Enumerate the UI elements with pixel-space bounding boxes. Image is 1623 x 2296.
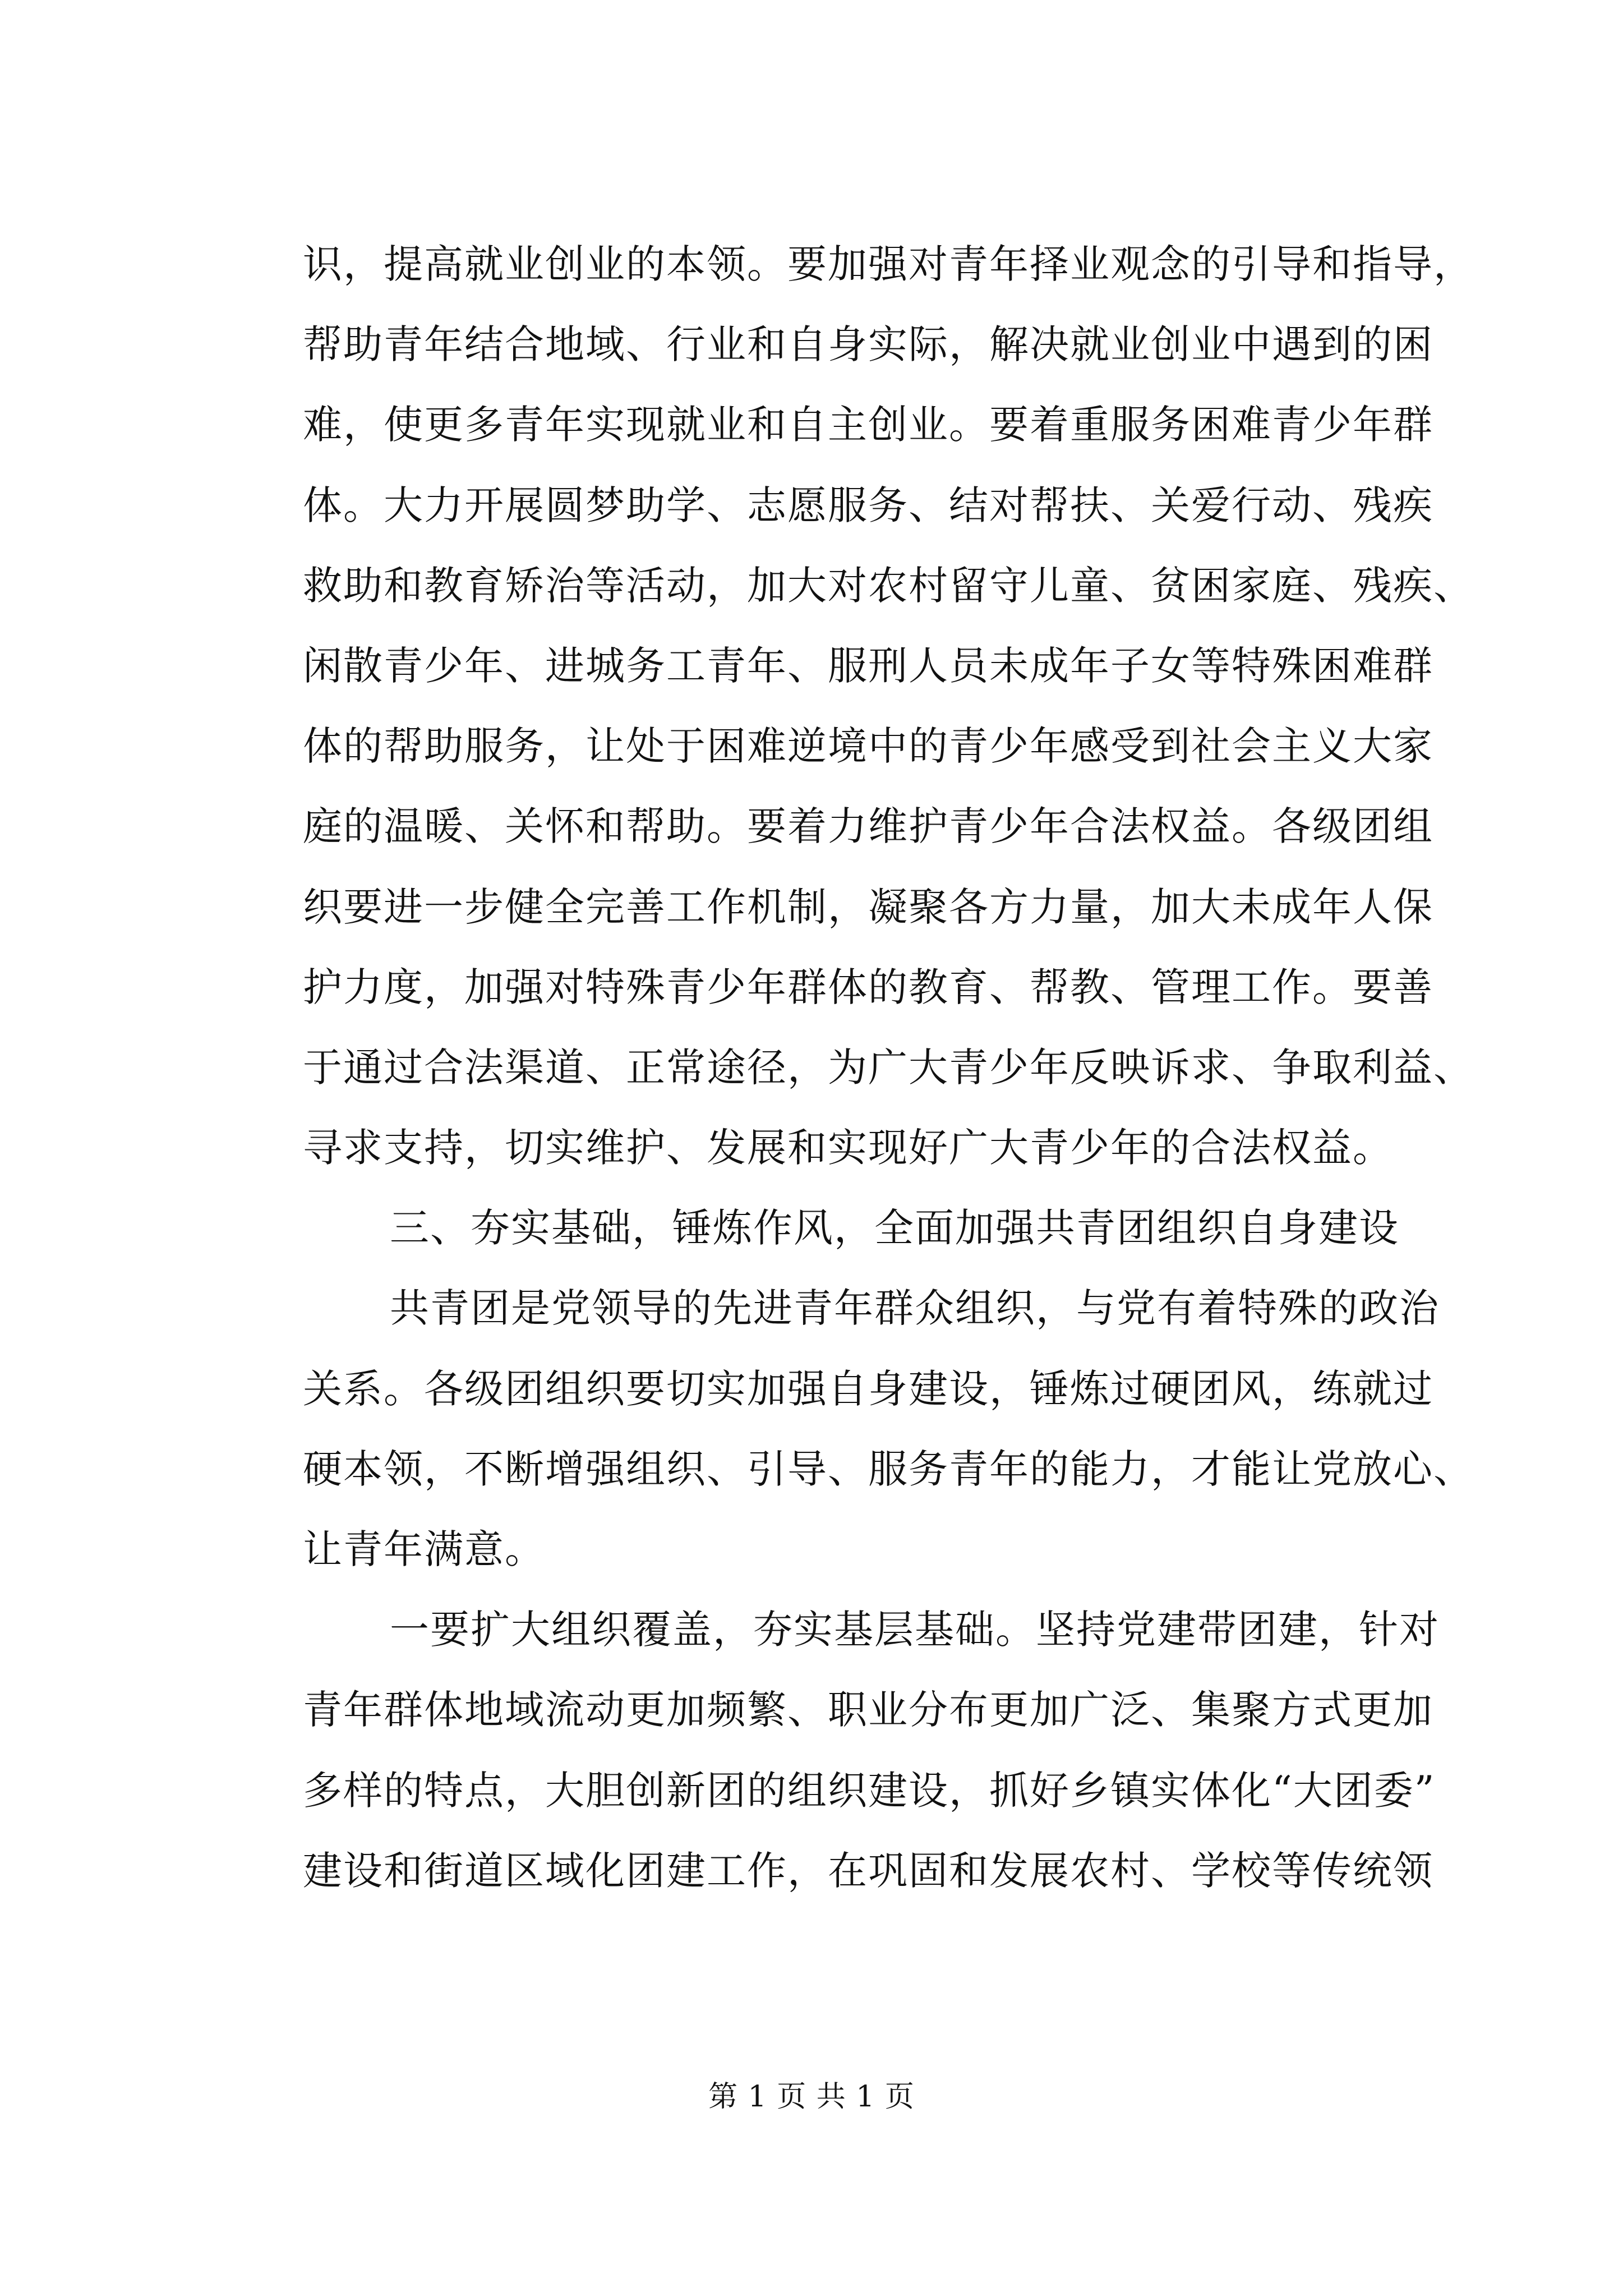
text-line: 共青团是党领导的先进青年群众组织，与党有着特殊的政治 [390, 1285, 1440, 1332]
text-line: 庭的温暖、关怀和帮助。要着力维护青少年合法权益。各级团组 [303, 803, 1433, 850]
text-line: 织要进一步健全完善工作机制，凝聚各方力量，加大未成年人保 [303, 884, 1433, 930]
document-body [303, 224, 1474, 1911]
text-line: 寻求支持，切实维护、发展和实现好广大青少年的合法权益。 [303, 1125, 1393, 1171]
text-line: 让青年满意。 [303, 1526, 545, 1572]
section-heading: 三、夯实基础，锤炼作风，全面加强共青团组织自身建设 [390, 1205, 1399, 1251]
page-footer: 第 1 页 共 1 页 [708, 2080, 915, 2114]
text-line: 关系。各级团组织要切实加强自身建设，锤炼过硬团风，练就过 [303, 1365, 1433, 1412]
text-line: 帮助青年结合地域、行业和自身实际，解决就业创业中遇到的困 [303, 321, 1433, 368]
text-line: 体的帮助服务，让处于困难逆境中的青少年感受到社会主义大家 [303, 723, 1433, 770]
text-line: 识，提高就业创业的本领。要加强对青年择业观念的引导和指导， [303, 241, 1474, 287]
text-line: 闲散青少年、进城务工青年、服刑人员未成年子女等特殊困难群 [303, 642, 1433, 689]
text-line: 于通过合法渠道、正常途径，为广大青少年反映诉求、争取利益、 [303, 1044, 1474, 1091]
text-line: 护力度，加强对特殊青少年群体的教育、帮教、管理工作。要善 [303, 964, 1433, 1010]
text-line: 救助和教育矫治等活动，加大对农村留守儿童、贫困家庭、残疾、 [303, 562, 1474, 609]
text-line: 建设和街道区域化团建工作，在巩固和发展农村、学校等传统领 [303, 1847, 1433, 1894]
text-line: 体。大力开展圆梦助学、志愿服务、结对帮扶、关爱行动、残疾 [303, 482, 1433, 528]
text-line: 青年群体地域流动更加频繁、职业分布更加广泛、集聚方式更加 [303, 1687, 1433, 1733]
text-line: 硬本领，不断增强组织、引导、服务青年的能力，才能让党放心、 [303, 1446, 1474, 1492]
text-line: 难，使更多青年实现就业和自主创业。要着重服务困难青少年群 [303, 402, 1433, 448]
text-line: 一要扩大组织覆盖，夯实基层基础。坚持党建带团建，针对 [390, 1607, 1440, 1653]
text-line: 多样的特点，大胆创新团的组织建设，抓好乡镇实体化“大团委” [303, 1767, 1436, 1814]
